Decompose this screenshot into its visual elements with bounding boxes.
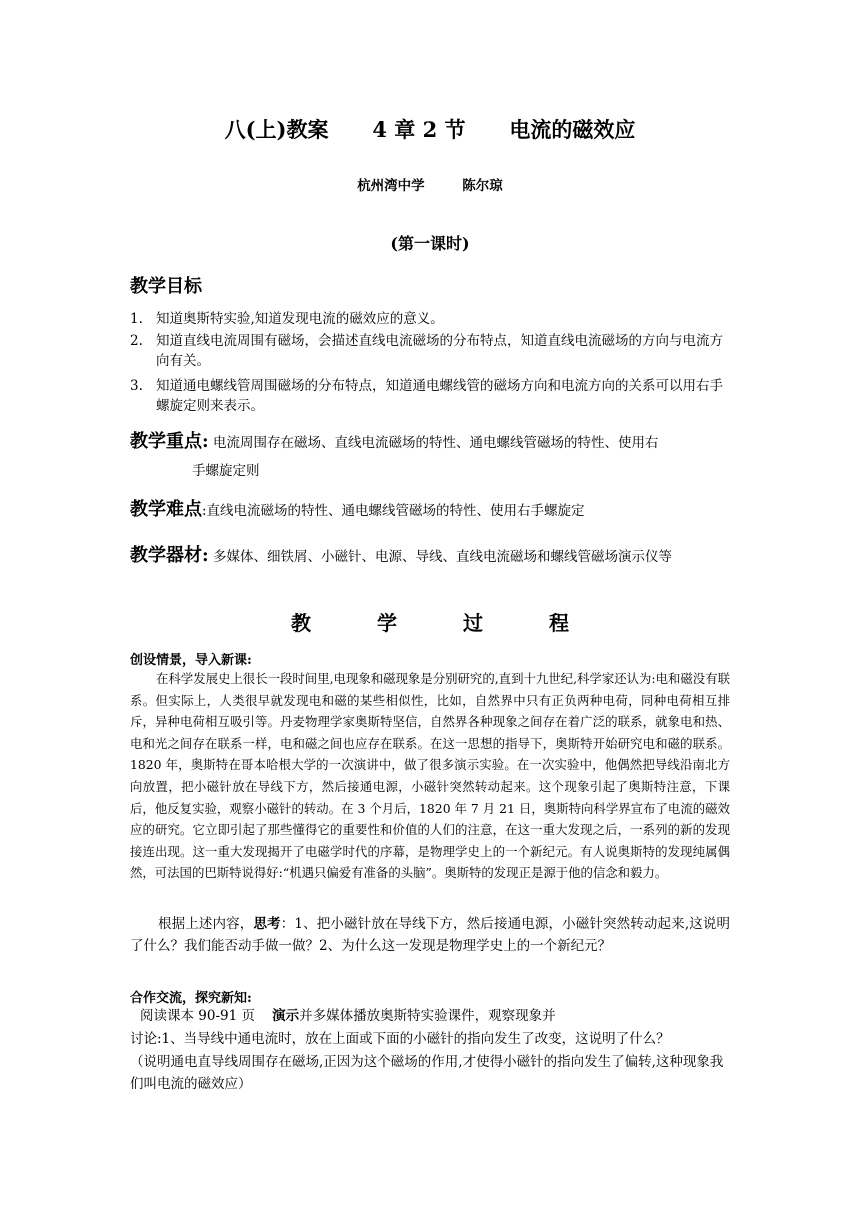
- objective-item: [130, 331, 730, 371]
- think-prefix: 根据上述内容，: [158, 916, 254, 932]
- reading-line: [130, 1005, 746, 1027]
- key-points-section: [130, 428, 730, 485]
- reading-suffix: 并多媒体播放奥斯特实验课件，观察现象并: [299, 1008, 556, 1024]
- objective-number: 2.: [130, 333, 143, 349]
- objective-number: 3.: [130, 378, 143, 394]
- equipment-section: [130, 542, 730, 571]
- author-line: 杭州湾中学 陈尔琼: [357, 178, 503, 194]
- difficulties-text: :直线电流磁场的特性、通电螺线管磁场的特性、使用右手螺旋定: [202, 503, 585, 519]
- objective-item: [130, 376, 730, 416]
- key-points-label: 教学重点:: [130, 431, 209, 452]
- equipment-text: 多媒体、细铁屑、小磁针、电源、导线、直线电流磁场和螺线管磁场演示仪等: [208, 549, 672, 565]
- objective-item: [130, 309, 730, 329]
- process-char: 程: [549, 611, 569, 635]
- section1-heading: 创设情景，导入新课:: [130, 653, 252, 668]
- objective-text: 知道通电螺线管周围磁场的分布特点，知道通电螺线管的磁场方向和电流方向的关系可以用右手螺旋定则来表示。: [156, 378, 723, 414]
- objective-text: 知道直线电流周围有磁场，会描述直线电流磁场的分布特点，知道直线电流磁场的方向与电流方向有关。: [156, 333, 723, 369]
- think-paragraph: [130, 913, 730, 957]
- key-points-text-cont: 手螺旋定则: [192, 463, 260, 479]
- section2-heading: 合作交流，探究新知:: [130, 991, 252, 1006]
- objectives-heading: 教学目标: [130, 276, 202, 297]
- section1-paragraph: 在科学发展史上很长一段时间里,电现象和磁现象是分别研究的,直到十九世纪,科学家还认为:电和磁没有联系。但实际上，人类很早就发现电和磁的某些相似性，比如，自然界中只有正负两种电荷，同种电荷相互排斥，异种电荷相互吸引等。丹麦物理学家奥斯特坚信，自然界各种现象之间存在着广泛的联系，就象电和热、电和光之间存在联系一样，电和磁之间也应存在联系。在这一思想的指导下，奥斯特开始研究电和磁的联系。1820 年，奥斯特在哥本哈根大学的一次演讲中，做了很多演示实验。在一次实验中，他偶然把导线沿南北方向放置，把小磁针放在导线下方，然后接通电源，小磁针突然转动起来。这个现象引起了奥斯特注意，下课后，他反复实验，观察小磁针的转动。在 3 个月后，1820 年 7 月 21 日，奥斯特向科学界宣布了电流的磁效应的研究。它立即引起了那些懂得它的重要性和价值的人们的注意，在这一重大发现之后，一系列的新的发现接连出现。这一重大发现揭开了电磁学时代的序幕，是物理学史上的一个新纪元。有人说奥斯特的发现纯属偶然，可法国的巴斯特说得好:“机遇只偏爱有准备的头脑”。奥斯特的发现正是源于他的信念和毅力。: [130, 671, 730, 881]
- equipment-label: 教学器材:: [130, 545, 209, 566]
- lesson-period: (第一课时): [390, 234, 470, 253]
- process-char: 教: [291, 611, 311, 635]
- think-text: ：1、把小磁针放在导线下方，然后接通电源，小磁针突然转动起来,这说明了什么？我们能否动手做一做？2、为什么这一发现是物理学史上的一个新纪元？: [130, 916, 731, 954]
- discussion-line: 讨论:1、当导线中通电流时，放在上面或下面的小磁针的指向发生了改变，这说明了什么？: [130, 1031, 670, 1047]
- difficulties-label: 教学难点: [130, 499, 202, 520]
- objective-number: 1.: [130, 311, 143, 327]
- process-title: [0, 607, 860, 636]
- process-char: 过: [463, 611, 483, 635]
- page-title: 八(上)教案 4 章 2 节 电流的磁效应: [224, 117, 636, 142]
- think-label: 思考: [253, 916, 281, 932]
- key-points-text: 电流周围存在磁场、直线电流磁场的特性、通电螺线管磁场的特性、使用右: [208, 435, 659, 451]
- discussion-answer: （说明通电直导线周围存在磁场,正因为这个磁场的作用,才使得小磁针的指向发生了偏转,这种现象我们叫电流的磁效应）: [130, 1054, 724, 1092]
- process-char: 学: [377, 611, 397, 635]
- objective-text: 知道奥斯特实验,知道发现电流的磁效应的意义。: [156, 311, 444, 327]
- difficulties-section: [130, 496, 730, 525]
- demo-label: 演示: [272, 1008, 300, 1024]
- reading-prefix: 阅读课本 90-91 页: [140, 1008, 273, 1024]
